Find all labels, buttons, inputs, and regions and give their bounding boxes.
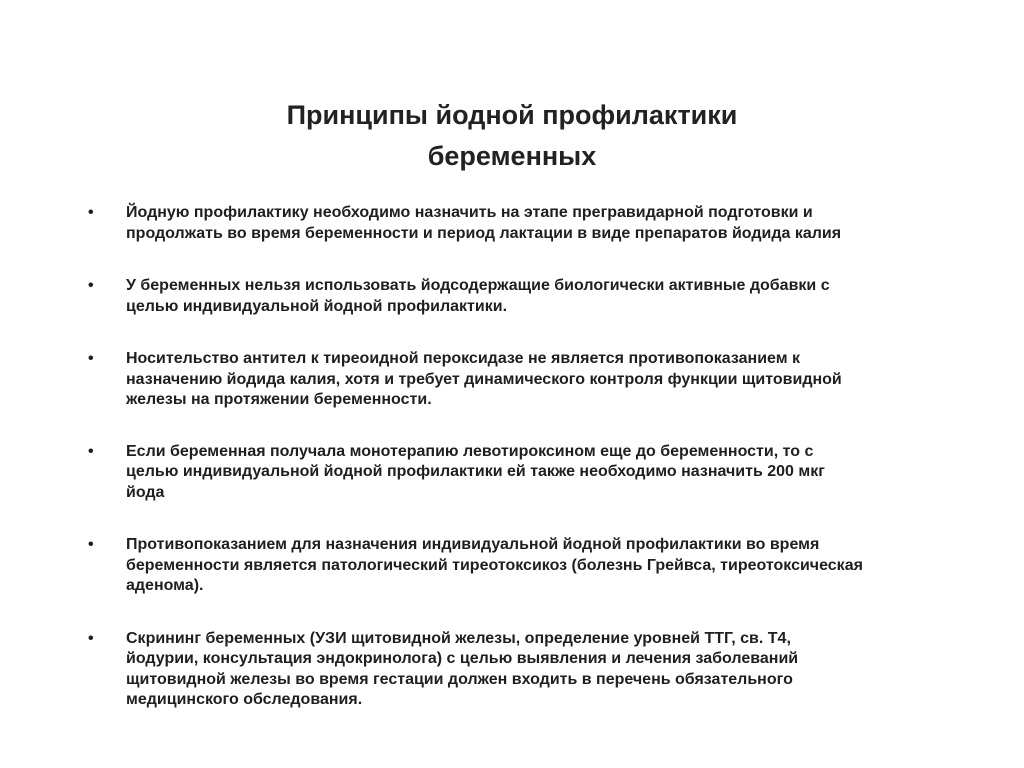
slide-title-line: Принципы йодной профилактики bbox=[286, 100, 738, 130]
bullet-item bbox=[88, 629, 948, 711]
bullet-text bbox=[126, 203, 948, 244]
bullet-text bbox=[126, 276, 948, 317]
bullet-text bbox=[126, 442, 948, 504]
bullet-line: Противопоказанием для назначения индивидуальной йодной профилактики во время bbox=[126, 536, 820, 553]
bullet-item bbox=[88, 442, 948, 504]
bullet-text bbox=[126, 535, 948, 597]
bullet-item bbox=[88, 276, 948, 317]
bullet-icon: • bbox=[88, 629, 94, 647]
bullet-icon: • bbox=[88, 204, 94, 221]
bullet-line: йодурии, консультация эндокринолога) с целью выявления и лечения заболеваний bbox=[126, 650, 799, 667]
bullet-line: Если беременная получала монотерапию левотироксином еще до беременности, то с bbox=[126, 442, 814, 460]
bullet-list bbox=[88, 203, 948, 711]
bullet-line: щитовидной железы во время гестации должен входить в перечень обязательного bbox=[126, 670, 793, 688]
bullet-icon: • bbox=[88, 442, 94, 460]
bullet-line: Скрининг беременных (УЗИ щитовидной железы, определение уровней ТТГ, св. Т4, bbox=[126, 629, 791, 647]
bullet-text bbox=[126, 349, 948, 411]
bullet-item bbox=[88, 535, 948, 597]
bullet-icon: • bbox=[88, 277, 94, 294]
bullet-icon: • bbox=[88, 350, 94, 367]
slide-title bbox=[160, 95, 864, 177]
slide-title-line: беременных bbox=[427, 141, 597, 171]
bullet-line: медицинского обследования. bbox=[126, 691, 363, 708]
bullet-icon: • bbox=[88, 536, 94, 553]
bullet-line: назначению йодида калия, хотя и требует динамического контроля функции щитовидной bbox=[126, 370, 842, 388]
bullet-item bbox=[88, 203, 948, 244]
bullet-item bbox=[88, 349, 948, 411]
bullet-line: У беременных нельзя использовать йодсодержащие биологически активные добавки с bbox=[126, 277, 830, 294]
bullet-line: йода bbox=[126, 483, 165, 501]
bullet-line: целью индивидуальной йодной профилактики. bbox=[126, 297, 508, 315]
bullet-line: Йодную профилактику необходимо назначить на этапе прегравидарной подготовки и bbox=[126, 204, 813, 221]
bullet-line: беременности является патологический тиреотоксикоз (болезнь Грейвса, тиреотоксическая bbox=[126, 556, 863, 574]
bullet-line: продолжать во время беременности и период лактации в виде препаратов йодида калия bbox=[126, 224, 842, 242]
bullet-text bbox=[126, 629, 948, 711]
bullet-line: железы на протяжении беременности. bbox=[126, 391, 432, 408]
bullet-line: аденома). bbox=[126, 577, 204, 594]
bullet-line: Носительство антител к тиреоидной пероксидазе не является противопоказанием к bbox=[126, 350, 800, 367]
bullet-line: целью индивидуальной йодной профилактики ей также необходимо назначить 200 мкг bbox=[126, 463, 825, 480]
